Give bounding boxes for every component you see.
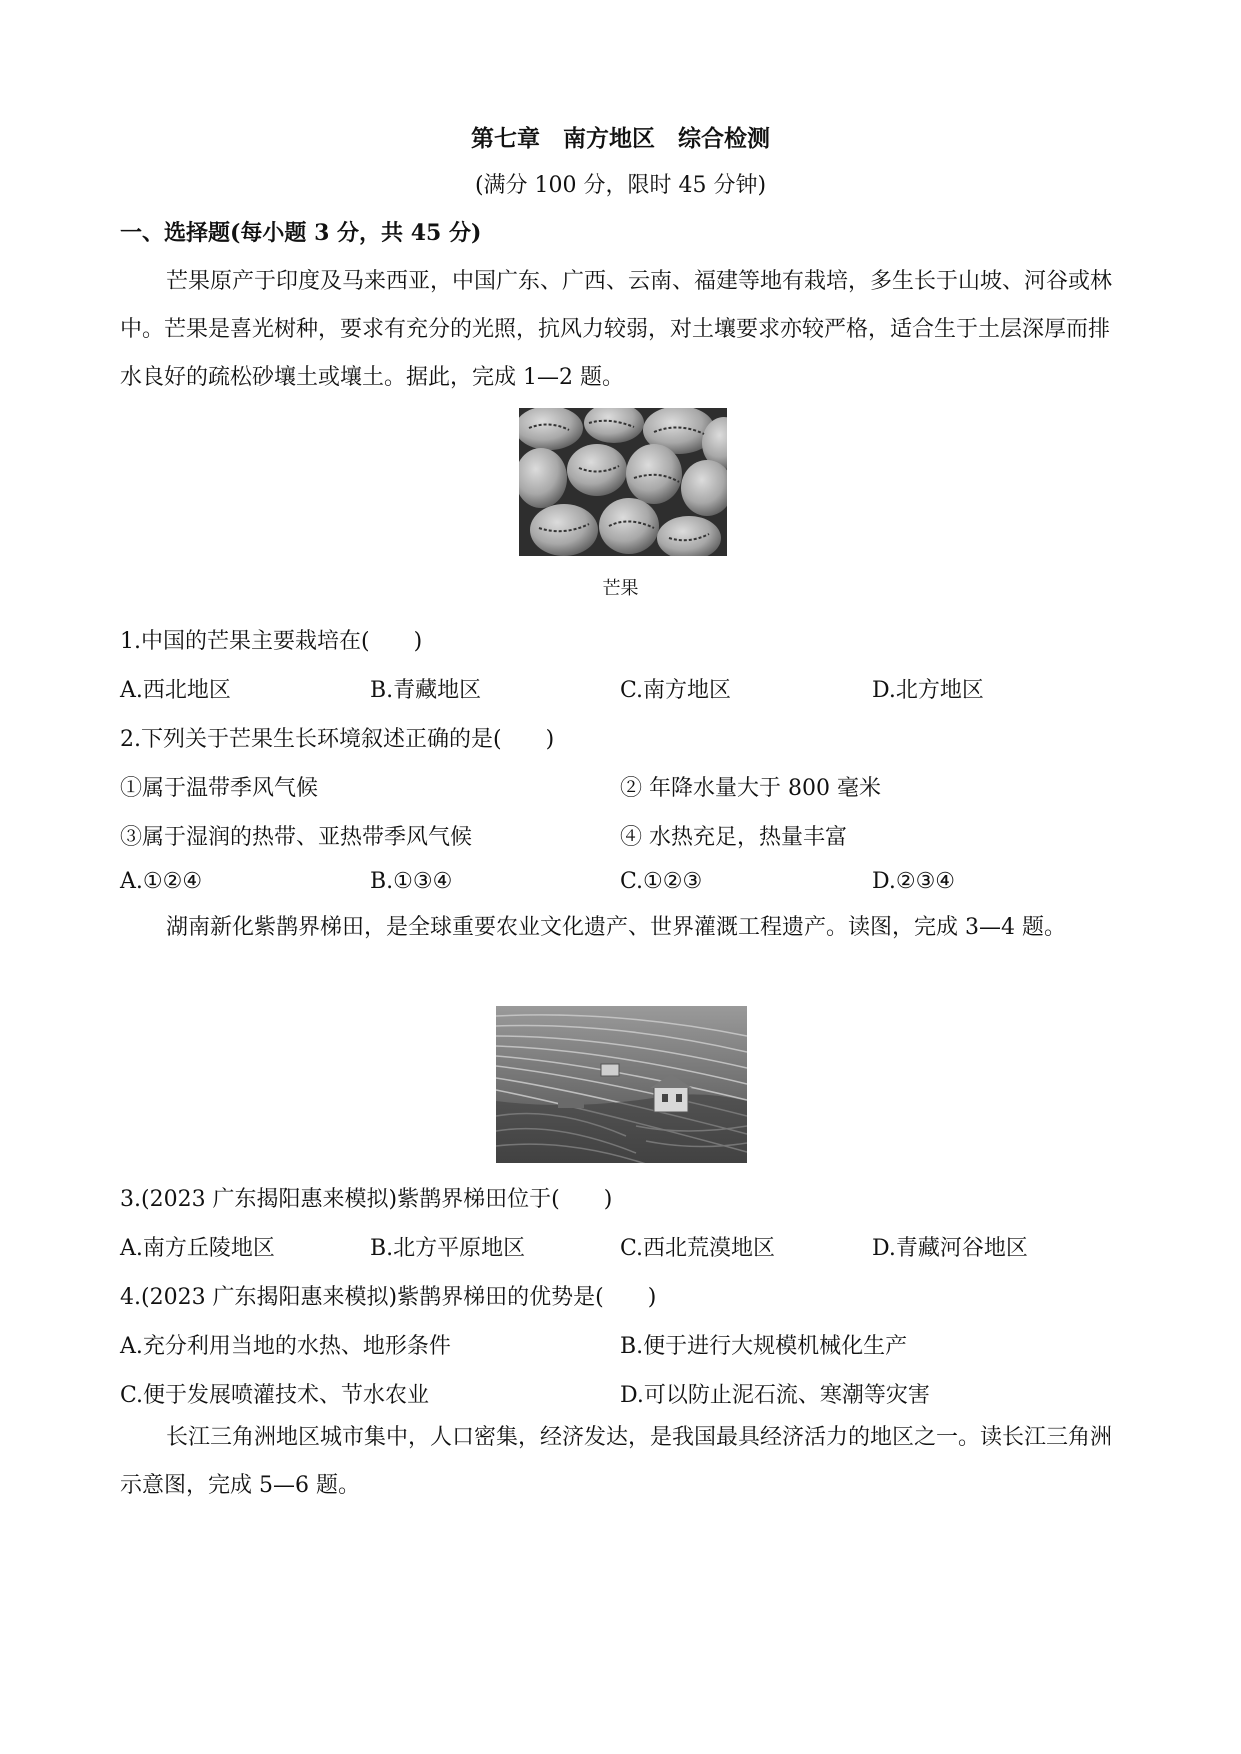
question-1-stem: 1.中国的芒果主要栽培在( ): [120, 629, 423, 654]
question-4-stem: 4.(2023 广东揭阳惠来模拟)紫鹊界梯田的优势是( ): [120, 1285, 657, 1310]
question-3-stem: 3.(2023 广东揭阳惠来模拟)紫鹊界梯田位于( ): [120, 1187, 613, 1212]
mango-photo: [519, 408, 727, 556]
question-2-option-b: B.①③④: [370, 869, 453, 894]
passage-yangtze-delta: 长江三角洲地区城市集中，人口密集，经济发达，是我国最具经济活力的地区之一。读长江三角洲示意图，完成 5—6 题。: [120, 1425, 1113, 1498]
question-2-item-2: ② 年降水量大于 800 毫米: [620, 776, 881, 801]
question-1-option-d: D.北方地区: [872, 678, 984, 703]
question-1-option-b: B.青藏地区: [370, 678, 482, 703]
question-3-option-c: C.西北荒漠地区: [620, 1236, 776, 1261]
page-title: 第七章 南方地区 综合检测: [471, 125, 770, 152]
section-heading: 一、选择题(每小题 3 分，共 45 分): [120, 220, 482, 246]
mango-caption: 芒果: [602, 578, 639, 599]
question-1-option-c: C.南方地区: [620, 678, 732, 703]
question-2-item-4: ④ 水热充足，热量丰富: [620, 825, 847, 850]
passage-terraces: 湖南新化紫鹊界梯田，是全球重要农业文化遗产、世界灌溉工程遗产。读图，完成 3—4 题。: [166, 915, 1066, 940]
question-1-option-a: A.西北地区: [120, 678, 231, 703]
question-2-option-d: D.②③④: [872, 869, 956, 894]
question-2-item-3: ③属于湿润的热带、亚热带季风气候: [120, 825, 473, 850]
question-3-option-a: A.南方丘陵地区: [120, 1236, 275, 1261]
question-4-option-a: A.充分利用当地的水热、地形条件: [120, 1334, 451, 1359]
terrace-photo: [496, 1006, 747, 1163]
question-4-option-b: B.便于进行大规模机械化生产: [620, 1334, 908, 1359]
question-3-option-d: D.青藏河谷地区: [872, 1236, 1028, 1261]
question-3-option-b: B.北方平原地区: [370, 1236, 526, 1261]
question-2-item-1: ①属于温带季风气候: [120, 776, 319, 801]
question-2-option-c: C.①②③: [620, 869, 703, 894]
page-subtitle: (满分 100 分，限时 45 分钟): [474, 173, 767, 198]
question-4-option-c: C.便于发展喷灌技术、节水农业: [120, 1383, 430, 1408]
question-4-option-d: D.可以防止泥石流、寒潮等灾害: [620, 1383, 930, 1408]
passage-mango: 芒果原产于印度及马来西亚，中国广东、广西、云南、福建等地有栽培，多生长于山坡、河谷或林中。芒果是喜光树种，要求有充分的光照，抗风力较弱，对土壤要求亦较严格，适合生于土层深厚而排水良好的疏松砂壤土或壤土。据此，完成 1—2 题。: [120, 269, 1113, 390]
question-2-option-a: A.①②④: [120, 869, 203, 894]
question-2-stem: 2.下列关于芒果生长环境叙述正确的是( ): [120, 727, 555, 752]
